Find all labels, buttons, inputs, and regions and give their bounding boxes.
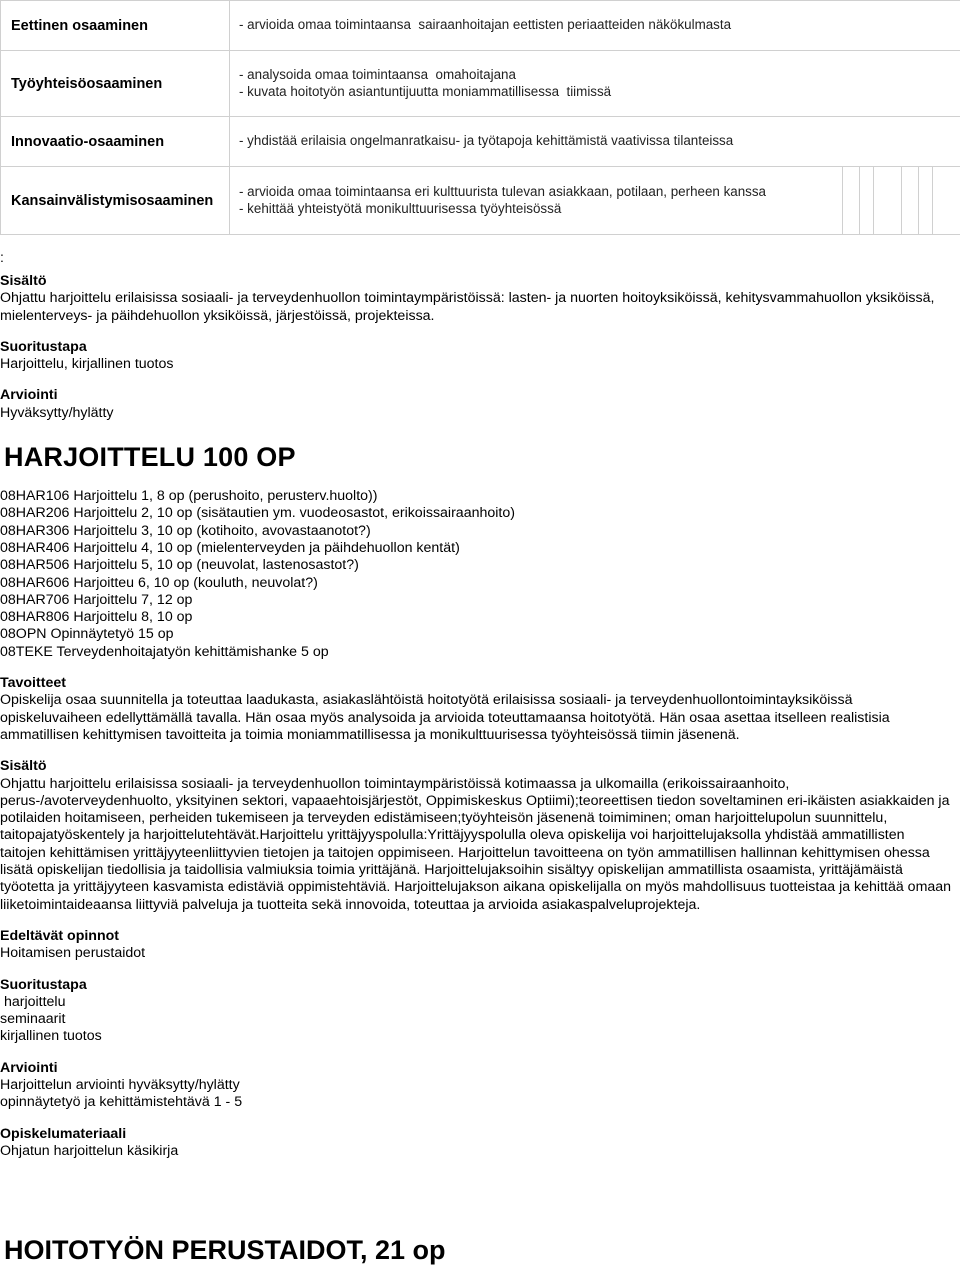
suoritustapa-line: kirjallinen tuotos (0, 1028, 102, 1045)
competence-row (1, 167, 960, 235)
competence-label: Työyhteisöosaaminen (1, 51, 230, 117)
empty-cell (860, 167, 874, 235)
sisalto-text: Ohjattu harjoittelu erilaisissa sosiaali- ja terveydenhuollon toimintaympäristöissä: lasten- ja nuorten hoitoyksiköissä, kehitysvammahuollon yksiköissä, mielenterveys- ja päihdehuollon yksiköissä, järjestöissä, projekteissa. (0, 290, 935, 324)
suoritustapa-line: seminaarit (0, 1011, 66, 1028)
arviointi-heading: Arviointi (0, 1059, 58, 1076)
arviointi-heading: Arviointi (0, 387, 58, 404)
document-body (0, 273, 952, 1160)
arviointi-text: Hyväksytty/hylätty (0, 404, 114, 421)
competence-description: - analysoida omaa toimintaansa omahoitajana - kuvata hoitotyön asiantuntijuutta moniammatillisessa tiimissä (230, 51, 960, 117)
list-item: 08HAR506 Harjoittelu 5, 10 op (neuvolat, lastenosastot?) (0, 557, 359, 574)
list-item: 08TEKE Terveydenhoitajatyön kehittämishanke 5 op (0, 643, 329, 660)
empty-cell (919, 167, 933, 235)
course-code-list (0, 488, 952, 661)
section-title-hoitotyon-perustaidot: HOITOTYÖN PERUSTAIDOT, 21 op (4, 1235, 446, 1265)
empty-cell (933, 167, 960, 235)
sisalto-heading: Sisältö (0, 273, 47, 289)
competence-label: Kansainvälistymisosaaminen (1, 167, 230, 235)
competence-row (1, 51, 960, 117)
list-item: 08HAR306 Harjoittelu 3, 10 op (kotihoito, avovastaanotot?) (0, 522, 371, 539)
empty-cell (902, 167, 919, 235)
list-item: 08HAR406 Harjoittelu 4, 10 op (mielenterveyden ja päihdehuollon kentät) (0, 539, 460, 556)
sisalto-text: Ohjattu harjoittelu erilaisissa sosiaali- ja terveydenhuollon toimintaympäristöissä kotimaassa ja ulkomailla (erikoissairaanhoito, perus-/avoterveydenhuolto, yksityinen sektori, vapaaehtoisjärjestöt, Oppimiskeskus Optiimi);teoreettisen tiedon soveltaminen eri-ikäisten asiakkaiden ja potilaiden hoitamiseen, perheiden tukemiseen ja terveyden edistämiseen;työyhteisön jäsenenä toimiminen; oman harjoittelupolun suunnittelu, taitopajatyöskentely ja harjoittelutehtävät.Harjoittelu yrittäjyyspolulla:Yrittäjyyspolulla oleva opiskelija voi harjoittelujaksolla yhdistää ammatillisten taitojen kehittämisen yrittäjyyteenliittyvien tietojen ja taitojen oppimiseen. Harjoittelun tavoitteena on työn ammatillisen hallinnan kehittymisen ohessa lisätä opiskelijan tiedollisia ja taidollisia valmiuksia toimia yrittäjänä. Harjoittelujaksoihin sisältyy opiskelijan ammatillista osaamista, yrittäjämäistä työotetta ja yrittäjyyteen kasvamista edistäviä oppimistehtäviä. Harjoittelujakson aikana opiskelijalla on myös mahdollisuus tuotteistaa ja kehittää omaan liiketoimintaideaansa liittyviä palveluja ja tuotteita sekä innovoida, toteuttaa ja arvioida asiakaspalveluprojekteja. (0, 775, 952, 913)
tavoitteet-heading: Tavoitteet (0, 675, 66, 692)
competence-description: - arvioida omaa toimintaansa sairaanhoitajan eettisten periaatteiden näkökulmasta (230, 1, 960, 51)
tavoitteet-text: Opiskelija osaa suunnitella ja toteuttaa laadukasta, asiakaslähtöistä hoitotyötä erilaisissa sosiaali- ja terveydenhuollontoimintayksiköissä opiskeluvaiheen edellyttämällä tavalla. Hän osaa myös analysoida ja arvioida toteuttamaansa hoitotyötä. Hän osaa asettaa itselleen realistisia ammatillisen kehittymisen tavoitteita ja toimia moniammatillisessa ja monikulttuurisessa työyhteisössä tiimin jäsenenä. (0, 692, 890, 743)
suoritustapa-heading: Suoritustapa (0, 976, 87, 993)
section-title-harjoittelu: HARJOITTELU 100 OP (4, 442, 296, 473)
list-item: 08HAR806 Harjoittelu 8, 10 op (0, 609, 193, 626)
suoritustapa-line: harjoittelu (0, 993, 66, 1010)
competence-label: Eettinen osaaminen (1, 1, 230, 51)
competence-description: - yhdistää erilaisia ongelmanratkaisu- ja työtapoja kehittämistä vaativissa tilanteissa (230, 117, 960, 167)
list-item: 08HAR106 Harjoittelu 1, 8 op (perushoito, perusterv.huolto)) (0, 488, 378, 505)
list-item: 08HAR706 Harjoittelu 7, 12 op (0, 591, 193, 608)
opiskelumateriaali-text: Ohjatun harjoittelun käsikirja (0, 1142, 179, 1159)
competence-row (1, 1, 960, 51)
opiskelumateriaali-heading: Opiskelumateriaali (0, 1125, 127, 1142)
suoritustapa-text: Harjoittelu, kirjallinen tuotos (0, 356, 174, 373)
list-item: 08OPN Opinnäytetyö 15 op (0, 626, 174, 643)
competence-label: Innovaatio-osaaminen (1, 117, 230, 167)
list-item: 08HAR206 Harjoittelu 2, 10 op (sisätautien ym. vuodeosastot, erikoissairaanhoito) (0, 505, 515, 522)
empty-cell (843, 167, 860, 235)
competence-table (0, 0, 960, 235)
edeltavat-text: Hoitamisen perustaidot (0, 945, 146, 962)
empty-cell (874, 167, 902, 235)
competence-row (1, 117, 960, 167)
sisalto-heading: Sisältö (0, 758, 47, 775)
competence-description: - arvioida omaa toimintaansa eri kulttuurista tulevan asiakkaan, potilaan, perheen kanssa - kehittää yhteistyötä monikulttuurisessa työyhteisössä (230, 167, 843, 235)
arviointi-line: Harjoittelun arviointi hyväksytty/hylätty (0, 1076, 240, 1093)
suoritustapa-heading: Suoritustapa (0, 338, 87, 355)
colon-mark: : (0, 249, 4, 265)
arviointi-line: opinnäytetyö ja kehittämistehtävä 1 - 5 (0, 1094, 243, 1111)
edeltavat-heading: Edeltävät opinnot (0, 927, 120, 944)
list-item: 08HAR606 Harjoitteu 6, 10 op (kouluth, neuvolat?) (0, 574, 318, 591)
